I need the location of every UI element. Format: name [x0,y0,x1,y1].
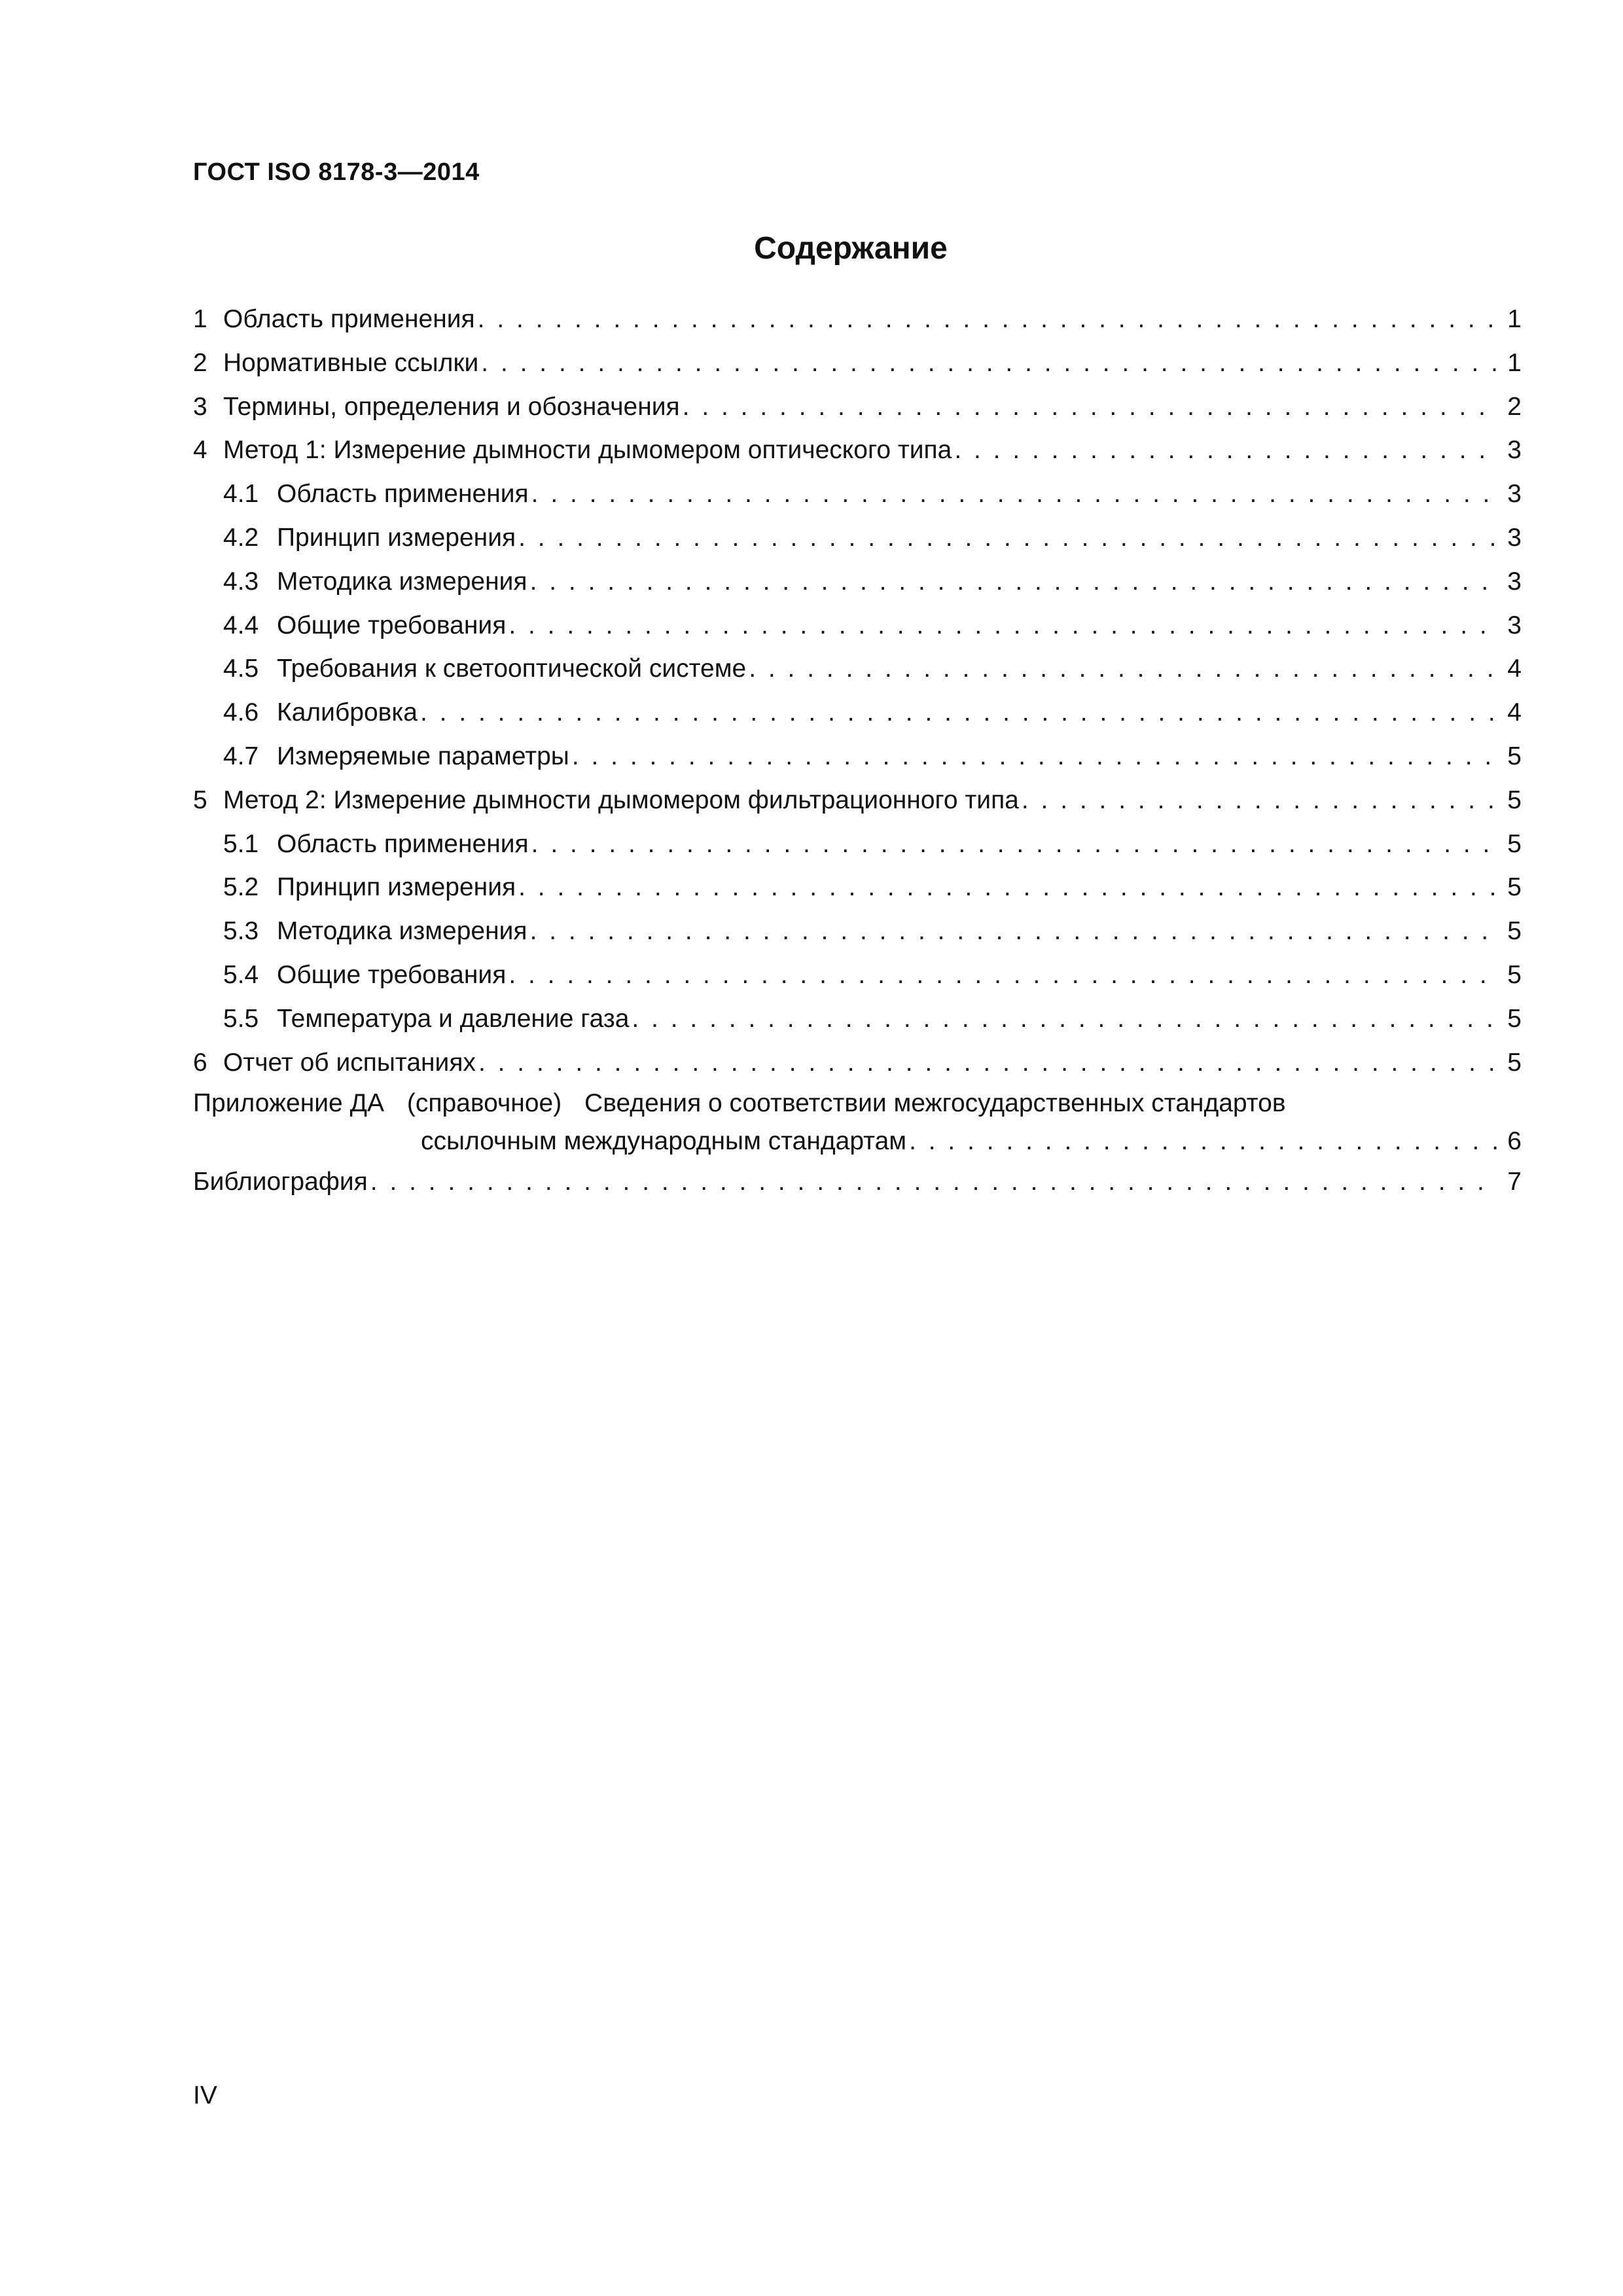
toc-item-page: 4 [1507,655,1522,683]
toc-item-4-4[interactable] [193,604,1522,648]
annex-label: Приложение ДА [193,1089,385,1118]
toc-item-4-7[interactable] [193,735,1522,779]
toc-leader-dots [909,1122,1498,1160]
toc-item-page: 5 [1507,1004,1522,1033]
toc-item-label: Область применения [223,305,475,333]
table-of-contents [193,298,1522,1204]
toc-item-page: 5 [1507,742,1522,770]
toc-item-label: Температура и давление газа [277,1004,630,1033]
toc-item-page: 3 [1507,611,1522,639]
toc-leader-dots [632,997,1498,1041]
toc-item-number: 1 [193,305,207,333]
toc-item-number: 4.4 [223,611,259,639]
toc-item-4-5[interactable] [193,647,1522,691]
toc-leader-dots [572,735,1498,779]
annex-title-line1: Сведения о соответствии межгосударственных стандартов [584,1089,1286,1118]
toc-item-page: 2 [1507,392,1522,421]
toc-item-5-3[interactable] [193,910,1522,954]
toc-item-label: Измеряемые параметры [277,742,569,770]
toc-item-page: 7 [1507,1168,1522,1196]
toc-leader-dots [749,647,1498,691]
toc-leader-dots [1022,779,1498,823]
toc-leader-dots [683,386,1498,429]
toc-item-bibliography[interactable] [193,1160,1522,1204]
annex-title-line2: ссылочным международным стандартам [421,1127,907,1156]
toc-item-number: 5.1 [223,829,259,858]
toc-leader-dots [531,823,1498,867]
toc-leader-dots [481,342,1498,386]
toc-item-label: Метод 2: Измерение дымности дымомером фильтрационного типа [223,785,1019,814]
toc-item-page: 6 [1507,1127,1522,1156]
toc-item-page: 3 [1507,480,1522,509]
toc-item-number: 4.5 [223,655,259,683]
toc-item-1[interactable] [193,298,1522,342]
toc-item-label: Библиография [193,1168,368,1196]
toc-leader-dots [508,954,1498,997]
toc-item-label: Требования к светооптической системе [277,655,747,683]
toc-item-number: 3 [193,392,207,421]
toc-leader-dots [370,1160,1498,1204]
toc-leader-dots [420,691,1498,735]
toc-item-4-6[interactable] [193,691,1522,735]
toc-item-4[interactable] [193,429,1522,473]
toc-item-number: 4 [193,436,207,465]
toc-item-label: Методика измерения [277,567,527,596]
toc-item-5-4[interactable] [193,954,1522,997]
toc-item-label: Методика измерения [277,917,527,946]
toc-item-number: 5.2 [223,873,259,902]
toc-item-label: Термины, определения и обозначения [223,392,680,421]
toc-item-4-3[interactable] [193,560,1522,604]
toc-item-4-2[interactable] [193,516,1522,560]
toc-item-page: 1 [1507,305,1522,333]
toc-leader-dots [478,298,1498,342]
toc-item-number: 5.5 [223,1004,259,1033]
toc-item-number: 5 [193,785,207,814]
toc-item-number: 4.2 [223,523,259,552]
toc-item-number: 6 [193,1048,207,1077]
annex-type: (справочное) [406,1089,562,1118]
toc-item-5[interactable] [193,779,1522,823]
toc-leader-dots [531,473,1498,516]
toc-item-number: 5.4 [223,960,259,989]
toc-item-label: Общие требования [277,611,507,639]
toc-item-page: 5 [1507,785,1522,814]
toc-item-page: 5 [1507,917,1522,946]
toc-leader-dots [508,604,1498,648]
toc-item-page: 3 [1507,567,1522,596]
toc-leader-dots [530,910,1498,954]
toc-item-page: 3 [1507,523,1522,552]
toc-item-number: 4.3 [223,567,259,596]
toc-item-6[interactable] [193,1041,1522,1085]
toc-item-label: Область применения [277,829,529,858]
toc-item-label: Принцип измерения [277,523,516,552]
toc-item-number: 5.3 [223,917,259,946]
toc-item-number: 4.1 [223,480,259,509]
toc-item-number: 2 [193,348,207,377]
toc-leader-dots [478,1041,1498,1085]
toc-item-page: 5 [1507,829,1522,858]
toc-leader-dots [954,429,1498,473]
toc-leader-dots [518,516,1498,560]
toc-item-page: 4 [1507,698,1522,727]
toc-item-page: 5 [1507,1048,1522,1077]
toc-item-annex[interactable] [193,1085,1522,1160]
toc-item-label: Принцип измерения [277,873,516,902]
toc-item-4-1[interactable] [193,473,1522,516]
toc-item-page: 5 [1507,960,1522,989]
toc-item-5-5[interactable] [193,997,1522,1041]
toc-item-label: Нормативные ссылки [223,348,479,377]
toc-item-label: Калибровка [277,698,418,727]
toc-item-label: Метод 1: Измерение дымности дымомером оптического типа [223,436,952,465]
toc-title: Содержание [754,231,948,266]
toc-item-2[interactable] [193,342,1522,386]
toc-item-label: Общие требования [277,960,507,989]
toc-item-number: 4.7 [223,742,259,770]
toc-item-page: 5 [1507,873,1522,902]
toc-item-page: 1 [1507,348,1522,377]
page-number: IV [193,2081,217,2109]
toc-item-5-1[interactable] [193,823,1522,867]
toc-item-page: 3 [1507,436,1522,465]
toc-leader-dots [530,560,1498,604]
document-id: ГОСТ ISO 8178-3—2014 [193,158,480,186]
toc-item-number: 4.6 [223,698,259,727]
toc-leader-dots [518,866,1498,910]
toc-item-3[interactable] [193,386,1522,429]
toc-item-5-2[interactable] [193,866,1522,910]
toc-item-label: Область применения [277,480,529,509]
toc-item-label: Отчет об испытаниях [223,1048,476,1077]
